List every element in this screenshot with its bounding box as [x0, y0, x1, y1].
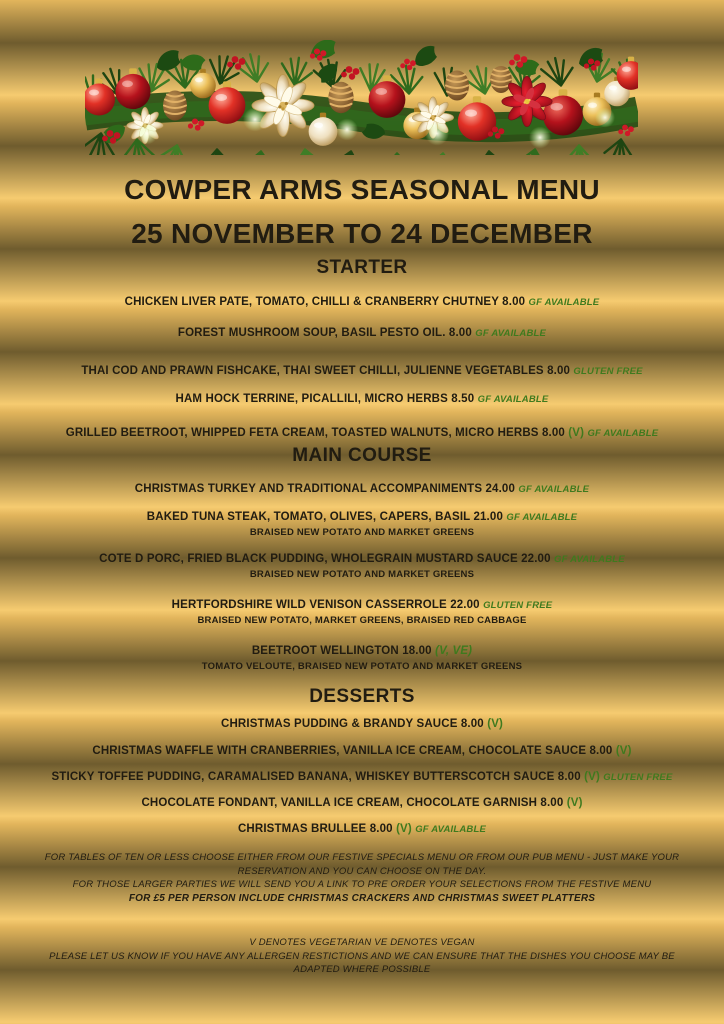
- item-text: COTE D PORC, FRIED BLACK PUDDING, WHOLEGRAIN MUSTARD SAUCE 22.00: [99, 553, 551, 565]
- item-sub-text: BRAISED NEW POTATO AND MARKET GREENS: [249, 527, 475, 538]
- item-dietary-tag: GLUTEN FREE: [483, 600, 553, 611]
- item-diet: (V): [615, 745, 632, 757]
- item-text: CHRISTMAS PUDDING & BRANDY SAUCE 8.00: [221, 718, 484, 730]
- booking-info: [32, 851, 692, 905]
- item-dietary-tag: GF AVAILABLE: [506, 512, 578, 523]
- item-dietary-tag: GF AVAILABLE: [415, 824, 487, 835]
- menu-item: [0, 717, 724, 732]
- menu-item: [0, 796, 724, 811]
- item-text: HAM HOCK TERRINE, PICALLILI, MICRO HERBS 8.50: [175, 393, 475, 405]
- item-diet: (V): [396, 823, 412, 835]
- item-sub-text: BRAISED NEW POTATO AND MARKET GREENS: [249, 569, 475, 580]
- item-diet: (V, VE): [435, 645, 473, 657]
- item-diet: (V): [584, 771, 600, 783]
- item-diet: (V): [568, 427, 585, 439]
- item-text: BEETROOT WELLINGTON 18.00: [251, 645, 432, 657]
- item-dietary-tag: GF AVAILABLE: [518, 484, 590, 495]
- item-dietary-tag: GF AVAILABLE: [477, 394, 549, 405]
- item-sub-text: TOMATO VELOUTE, BRAISED NEW POTATO AND MARKET GREENS: [201, 661, 523, 672]
- section-heading-starter: STARTER: [316, 257, 408, 278]
- menu-title-line1: COWPER ARMS SEASONAL MENU: [124, 174, 600, 205]
- notes-line: PLEASE LET US KNOW IF YOU HAVE ANY ALLERGEN RESTICTIONS AND WE CAN ENSURE THAT THE DISHES YOU CHOOSE MAY BE ADAPTED WHERE POSSIBLE: [49, 950, 675, 975]
- item-text: FOREST MUSHROOM SOUP, BASIL PESTO OIL. 8.00: [177, 327, 472, 339]
- item-text: GRILLED BEETROOT, WHIPPED FETA CREAM, TOASTED WALNUTS, MICRO HERBS 8.00: [65, 427, 565, 439]
- menu-item: [0, 770, 724, 785]
- item-text: HERTFORDSHIRE WILD VENISON CASSERROLE 22.00: [171, 599, 480, 611]
- item-dietary-tag: GF AVAILABLE: [554, 554, 625, 565]
- item-dietary-tag: GF AVAILABLE: [475, 328, 547, 339]
- section-heading-main-course: MAIN COURSE: [292, 445, 432, 466]
- menu-item: [0, 426, 724, 441]
- menu-item: [0, 482, 724, 497]
- menu-item: [0, 326, 724, 341]
- item-text: CHRISTMAS BRULLEE 8.00: [237, 823, 393, 835]
- item-text: THAI COD AND PRAWN FISHCAKE, THAI SWEET CHILLI, JULIENNE VEGETABLES 8.00: [81, 365, 571, 377]
- menu-item: [0, 364, 724, 379]
- item-text: CHOCOLATE FONDANT, VANILLA ICE CREAM, CHOCOLATE GARNISH 8.00: [141, 797, 564, 809]
- item-dietary-tag: GLUTEN FREE: [603, 772, 673, 783]
- item-sub-text: BRAISED NEW POTATO, MARKET GREENS, BRAISED RED CABBAGE: [197, 615, 527, 626]
- crackers-offer-line: FOR £5 PER PERSON INCLUDE CHRISTMAS CRACKERS AND CHRISTMAS SWEET PLATTERS: [128, 892, 596, 904]
- item-diet: (V): [487, 718, 503, 730]
- menu-item: [0, 822, 724, 837]
- item-text: CHICKEN LIVER PATE, TOMATO, CHILLI & CRANBERRY CHUTNEY 8.00: [124, 296, 526, 308]
- item-diet: (V): [566, 797, 583, 809]
- menu-item: [0, 744, 724, 759]
- menu-item: [0, 392, 724, 407]
- notes-line: V DENOTES VEGETARIAN VE DENOTES VEGAN: [249, 937, 475, 948]
- menu-item: [0, 644, 724, 673]
- item-text: STICKY TOFFEE PUDDING, CARAMALISED BANANA, WHISKEY BUTTERSCOTCH SAUCE 8.00: [51, 771, 581, 783]
- item-text: BAKED TUNA STEAK, TOMATO, OLIVES, CAPERS, BASIL 21.00: [146, 511, 503, 523]
- item-dietary-tag: GF AVAILABLE: [528, 297, 600, 308]
- item-text: CHRISTMAS TURKEY AND TRADITIONAL ACCOMPANIMENTS 24.00: [134, 483, 516, 495]
- dietary-notes: [37, 936, 687, 977]
- item-dietary-tag: GLUTEN FREE: [573, 366, 643, 377]
- menu-item: [0, 598, 724, 627]
- booking-line: FOR THOSE LARGER PARTIES WE WILL SEND YOU A LINK TO PRE ORDER YOUR SELECTIONS FROM THE FESTIVE MENU: [72, 879, 652, 890]
- booking-line: FOR TABLES OF TEN OR LESS CHOOSE EITHER FROM OUR FESTIVE SPECIALS MENU OR FROM OUR PUB MENU - JUST MAKE YOUR RESERVATION AND YOU CAN CHOOSE ON THE DAY.: [44, 852, 680, 877]
- section-heading-desserts: DESSERTS: [309, 686, 415, 707]
- menu-item: [0, 552, 724, 581]
- menu-item: [0, 295, 724, 310]
- menu-title-line2: 25 NOVEMBER TO 24 DECEMBER: [131, 218, 593, 249]
- item-text: CHRISTMAS WAFFLE WITH CRANBERRIES, VANILLA ICE CREAM, CHOCOLATE SAUCE 8.00: [92, 745, 613, 757]
- menu-item: [0, 510, 724, 539]
- item-dietary-tag: GF AVAILABLE: [587, 428, 659, 439]
